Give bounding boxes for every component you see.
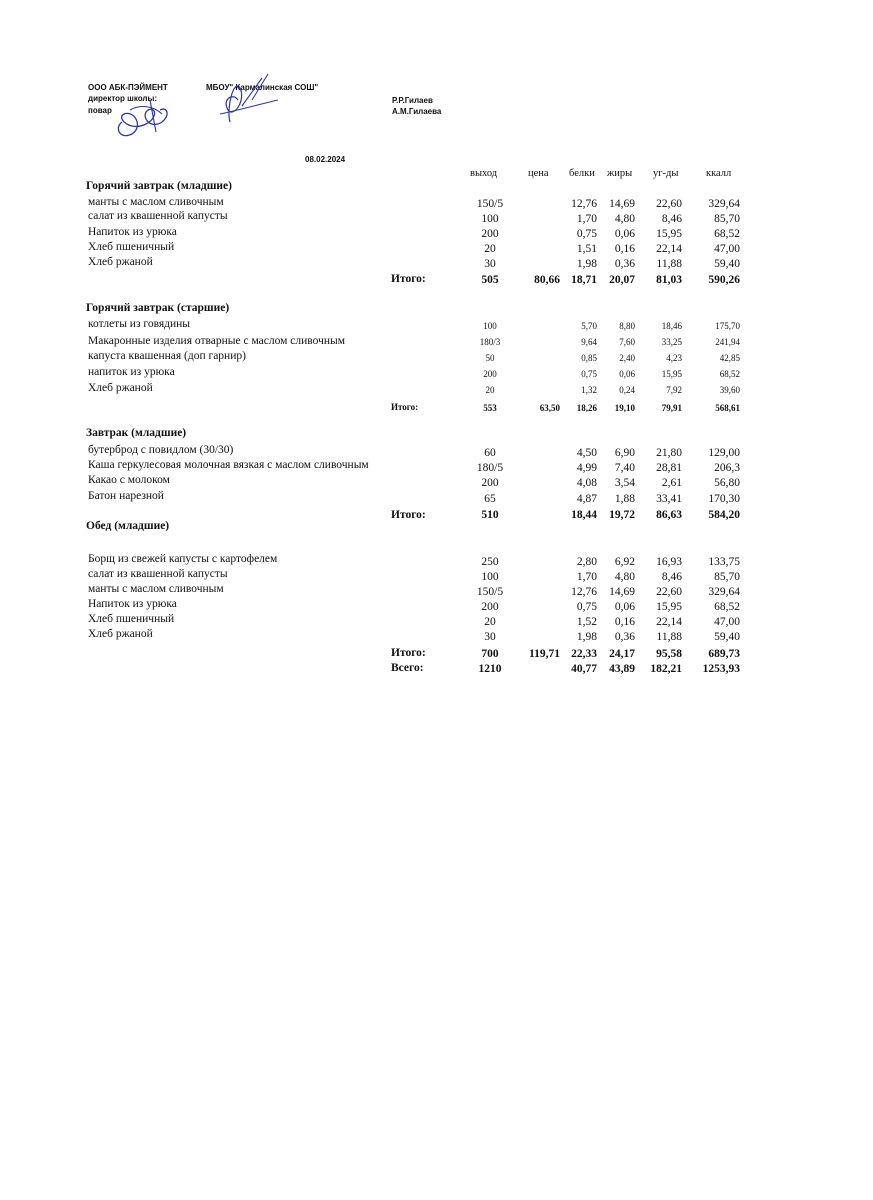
dish-protein: 0,75 (576, 601, 597, 613)
grand-total-protein: 40,77 (571, 663, 597, 675)
dish-kcal: 329,64 (708, 586, 740, 598)
dish-output: 150/5 (476, 586, 504, 598)
dish-fat: 2,40 (619, 353, 635, 363)
dish-protein: 4,08 (576, 477, 597, 489)
dish-protein: 0,75 (576, 228, 597, 240)
dish-output: 100 (483, 321, 497, 331)
dish-output: 200 (483, 369, 497, 379)
dish-kcal: 241,94 (715, 337, 740, 347)
dish-fat: 8,80 (619, 321, 635, 331)
dish-protein: 4,50 (576, 447, 597, 459)
dish-fat: 0,24 (619, 385, 635, 395)
total-carbs: 86,63 (656, 509, 682, 521)
dish-fat: 4,80 (614, 571, 635, 583)
total-output: 700 (481, 648, 499, 660)
dish-kcal: 68,52 (714, 228, 740, 240)
dish-fat: 0,16 (614, 616, 635, 628)
total-kcal: 689,73 (708, 648, 740, 660)
dish-carbs: 21,80 (656, 447, 682, 459)
dish-carbs: 2,61 (661, 477, 682, 489)
dish-name: Какао с молоком (88, 474, 170, 486)
cook-label: повар (88, 106, 112, 115)
org-name: ООО АБК-ПЭЙМЕНТ (88, 83, 168, 92)
dish-protein: 12,76 (571, 586, 597, 598)
menu-date: 08.02.2024 (305, 155, 346, 164)
dish-carbs: 22,60 (656, 198, 682, 210)
col-header-fat: жиры (607, 168, 633, 179)
total-kcal: 590,26 (708, 274, 740, 286)
dish-kcal: 85,70 (714, 571, 740, 583)
dish-name: Каша геркулесовая молочная вязкая с маслом сливочным (88, 459, 369, 471)
dish-output: 180/3 (479, 337, 501, 347)
dish-protein: 0,85 (581, 353, 597, 363)
dish-name: манты с маслом сливочным (88, 196, 224, 208)
section-title: Завтрак (младшие) (86, 427, 187, 439)
school-name: МБОУ" Кармалинская СОШ" (206, 83, 319, 92)
dish-name: Батон нарезной (88, 490, 164, 502)
dish-name: бутерброд с повидлом (30/30) (88, 444, 234, 456)
dish-kcal: 47,00 (714, 616, 740, 628)
total-output: 505 (481, 274, 499, 286)
grand-total-output: 1210 (478, 663, 502, 675)
dish-carbs: 8,46 (661, 213, 682, 225)
dish-carbs: 16,93 (656, 556, 682, 568)
dish-name: Напиток из урюка (88, 598, 177, 610)
director-name: Р.Р.Гилаев (392, 96, 433, 105)
total-protein: 22,33 (571, 648, 597, 660)
dish-carbs: 22,60 (656, 586, 682, 598)
dish-kcal: 133,75 (708, 556, 740, 568)
total-label: Итого: (391, 647, 426, 659)
dish-carbs: 11,88 (656, 631, 682, 643)
total-kcal: 584,20 (708, 509, 740, 521)
dish-name: котлеты из говядины (88, 318, 191, 330)
dish-carbs: 22,14 (656, 616, 682, 628)
dish-fat: 0,16 (614, 243, 635, 255)
col-header-price: цена (528, 168, 549, 179)
dish-name: напиток из урюка (88, 366, 175, 378)
dish-protein: 1,32 (581, 385, 597, 395)
total-protein: 18,26 (576, 403, 597, 413)
dish-kcal: 39,60 (719, 385, 740, 395)
total-fat: 24,17 (609, 648, 635, 660)
col-header-protein: белки (569, 168, 595, 179)
dish-fat: 0,06 (614, 228, 635, 240)
dish-protein: 5,70 (581, 321, 597, 331)
dish-carbs: 8,46 (661, 571, 682, 583)
dish-fat: 0,06 (619, 369, 635, 379)
director-label: директор школы: (88, 94, 157, 103)
dish-protein: 1,98 (576, 631, 597, 643)
dish-output: 30 (484, 631, 496, 643)
dish-protein: 1,70 (576, 213, 597, 225)
col-header-output: выход (470, 168, 498, 179)
dish-output: 20 (485, 385, 495, 395)
cook-name: А.М.Гилаева (392, 107, 442, 116)
grand-total-label: Всего: (391, 662, 424, 674)
dish-name: салат из квашенной капусты (88, 210, 228, 222)
col-header-kcal: ккалл (706, 168, 732, 179)
total-fat: 19,72 (609, 509, 635, 521)
dish-output: 50 (485, 353, 495, 363)
total-label: Итого: (391, 273, 426, 285)
total-kcal: 568,61 (715, 403, 740, 413)
dish-fat: 4,80 (614, 213, 635, 225)
dish-output: 60 (484, 447, 496, 459)
total-carbs: 79,91 (661, 403, 682, 413)
dish-protein: 12,76 (571, 198, 597, 210)
dish-carbs: 15,95 (656, 228, 682, 240)
total-carbs: 81,03 (656, 274, 682, 286)
dish-protein: 4,87 (576, 493, 597, 505)
dish-carbs: 11,88 (656, 258, 682, 270)
grand-total-carbs: 182,21 (650, 663, 682, 675)
dish-protein: 1,51 (576, 243, 597, 255)
dish-carbs: 15,95 (661, 369, 682, 379)
dish-carbs: 33,25 (661, 337, 682, 347)
dish-kcal: 170,30 (708, 493, 740, 505)
dish-carbs: 28,81 (656, 462, 682, 474)
dish-kcal: 68,52 (719, 369, 740, 379)
grand-total-fat: 43,89 (609, 663, 635, 675)
dish-protein: 1,98 (576, 258, 597, 270)
dish-kcal: 68,52 (714, 601, 740, 613)
total-price: 63,50 (539, 403, 560, 413)
total-price: 119,71 (529, 648, 560, 660)
dish-output: 150/5 (476, 198, 504, 210)
total-label: Итого: (391, 509, 426, 521)
dish-name: салат из квашенной капусты (88, 568, 228, 580)
dish-output: 250 (481, 556, 499, 568)
dish-kcal: 129,00 (708, 447, 740, 459)
dish-fat: 7,40 (614, 462, 635, 474)
col-header-carbs: уг-ды (653, 168, 679, 179)
dish-output: 20 (484, 616, 496, 628)
dish-kcal: 42,85 (719, 353, 740, 363)
dish-protein: 0,75 (581, 369, 597, 379)
dish-kcal: 47,00 (714, 243, 740, 255)
dish-carbs: 4,23 (666, 353, 682, 363)
dish-fat: 3,54 (614, 477, 635, 489)
dish-kcal: 56,80 (714, 477, 740, 489)
dish-fat: 0,06 (614, 601, 635, 613)
dish-name: Хлеб ржаной (88, 256, 153, 268)
dish-name: Напиток из урюка (88, 226, 177, 238)
dish-name: Хлеб ржаной (88, 628, 153, 640)
dish-fat: 6,90 (614, 447, 635, 459)
dish-output: 100 (481, 213, 499, 225)
dish-carbs: 22,14 (656, 243, 682, 255)
dish-fat: 1,88 (614, 493, 635, 505)
total-fat: 20,07 (609, 274, 635, 286)
dish-name: капуста квашенная (доп гарнир) (88, 350, 246, 362)
dish-name: Хлеб пшеничный (88, 241, 175, 253)
dish-output: 100 (481, 571, 499, 583)
total-output: 553 (483, 403, 497, 413)
dish-protein: 2,80 (576, 556, 597, 568)
dish-protein: 1,70 (576, 571, 597, 583)
total-protein: 18,71 (571, 274, 597, 286)
signature-stamp-icon (110, 70, 280, 145)
grand-total-kcal: 1253,93 (702, 663, 740, 675)
total-output: 510 (481, 509, 499, 521)
dish-kcal: 175,70 (715, 321, 740, 331)
total-fat: 19,10 (614, 403, 635, 413)
dish-kcal: 329,64 (708, 198, 740, 210)
dish-output: 180/5 (476, 462, 504, 474)
dish-fat: 0,36 (614, 258, 635, 270)
dish-output: 200 (481, 228, 499, 240)
dish-carbs: 7,92 (666, 385, 682, 395)
total-carbs: 95,58 (656, 648, 682, 660)
total-label: Итого: (391, 402, 419, 412)
section-title: Обед (младшие) (86, 520, 170, 532)
total-price: 80,66 (534, 274, 560, 286)
dish-carbs: 15,95 (656, 601, 682, 613)
dish-name: Борщ из свежей капусты с картофелем (88, 553, 278, 565)
dish-carbs: 33,41 (656, 493, 682, 505)
dish-protein: 9,64 (581, 337, 597, 347)
dish-name: Макаронные изделия отварные с маслом сливочным (88, 335, 346, 347)
dish-name: манты с маслом сливочным (88, 583, 224, 595)
section-title: Горячий завтрак (младшие) (86, 180, 232, 192)
dish-fat: 7,60 (619, 337, 635, 347)
section-title: Горячий завтрак (старшие) (86, 302, 230, 314)
dish-fat: 0,36 (614, 631, 635, 643)
dish-protein: 4,99 (576, 462, 597, 474)
dish-name: Хлеб пшеничный (88, 613, 175, 625)
dish-fat: 14,69 (609, 586, 635, 598)
dish-fat: 6,92 (614, 556, 635, 568)
total-protein: 18,44 (571, 509, 597, 521)
dish-protein: 1,52 (576, 616, 597, 628)
dish-carbs: 18,46 (661, 321, 682, 331)
dish-output: 20 (484, 243, 496, 255)
dish-kcal: 59,40 (714, 258, 740, 270)
dish-kcal: 85,70 (714, 213, 740, 225)
dish-name: Хлеб ржаной (88, 382, 153, 394)
dish-kcal: 59,40 (714, 631, 740, 643)
dish-fat: 14,69 (609, 198, 635, 210)
dish-output: 30 (484, 258, 496, 270)
dish-output: 65 (484, 493, 496, 505)
dish-output: 200 (481, 601, 499, 613)
dish-output: 200 (481, 477, 499, 489)
dish-kcal: 206,3 (714, 462, 740, 474)
